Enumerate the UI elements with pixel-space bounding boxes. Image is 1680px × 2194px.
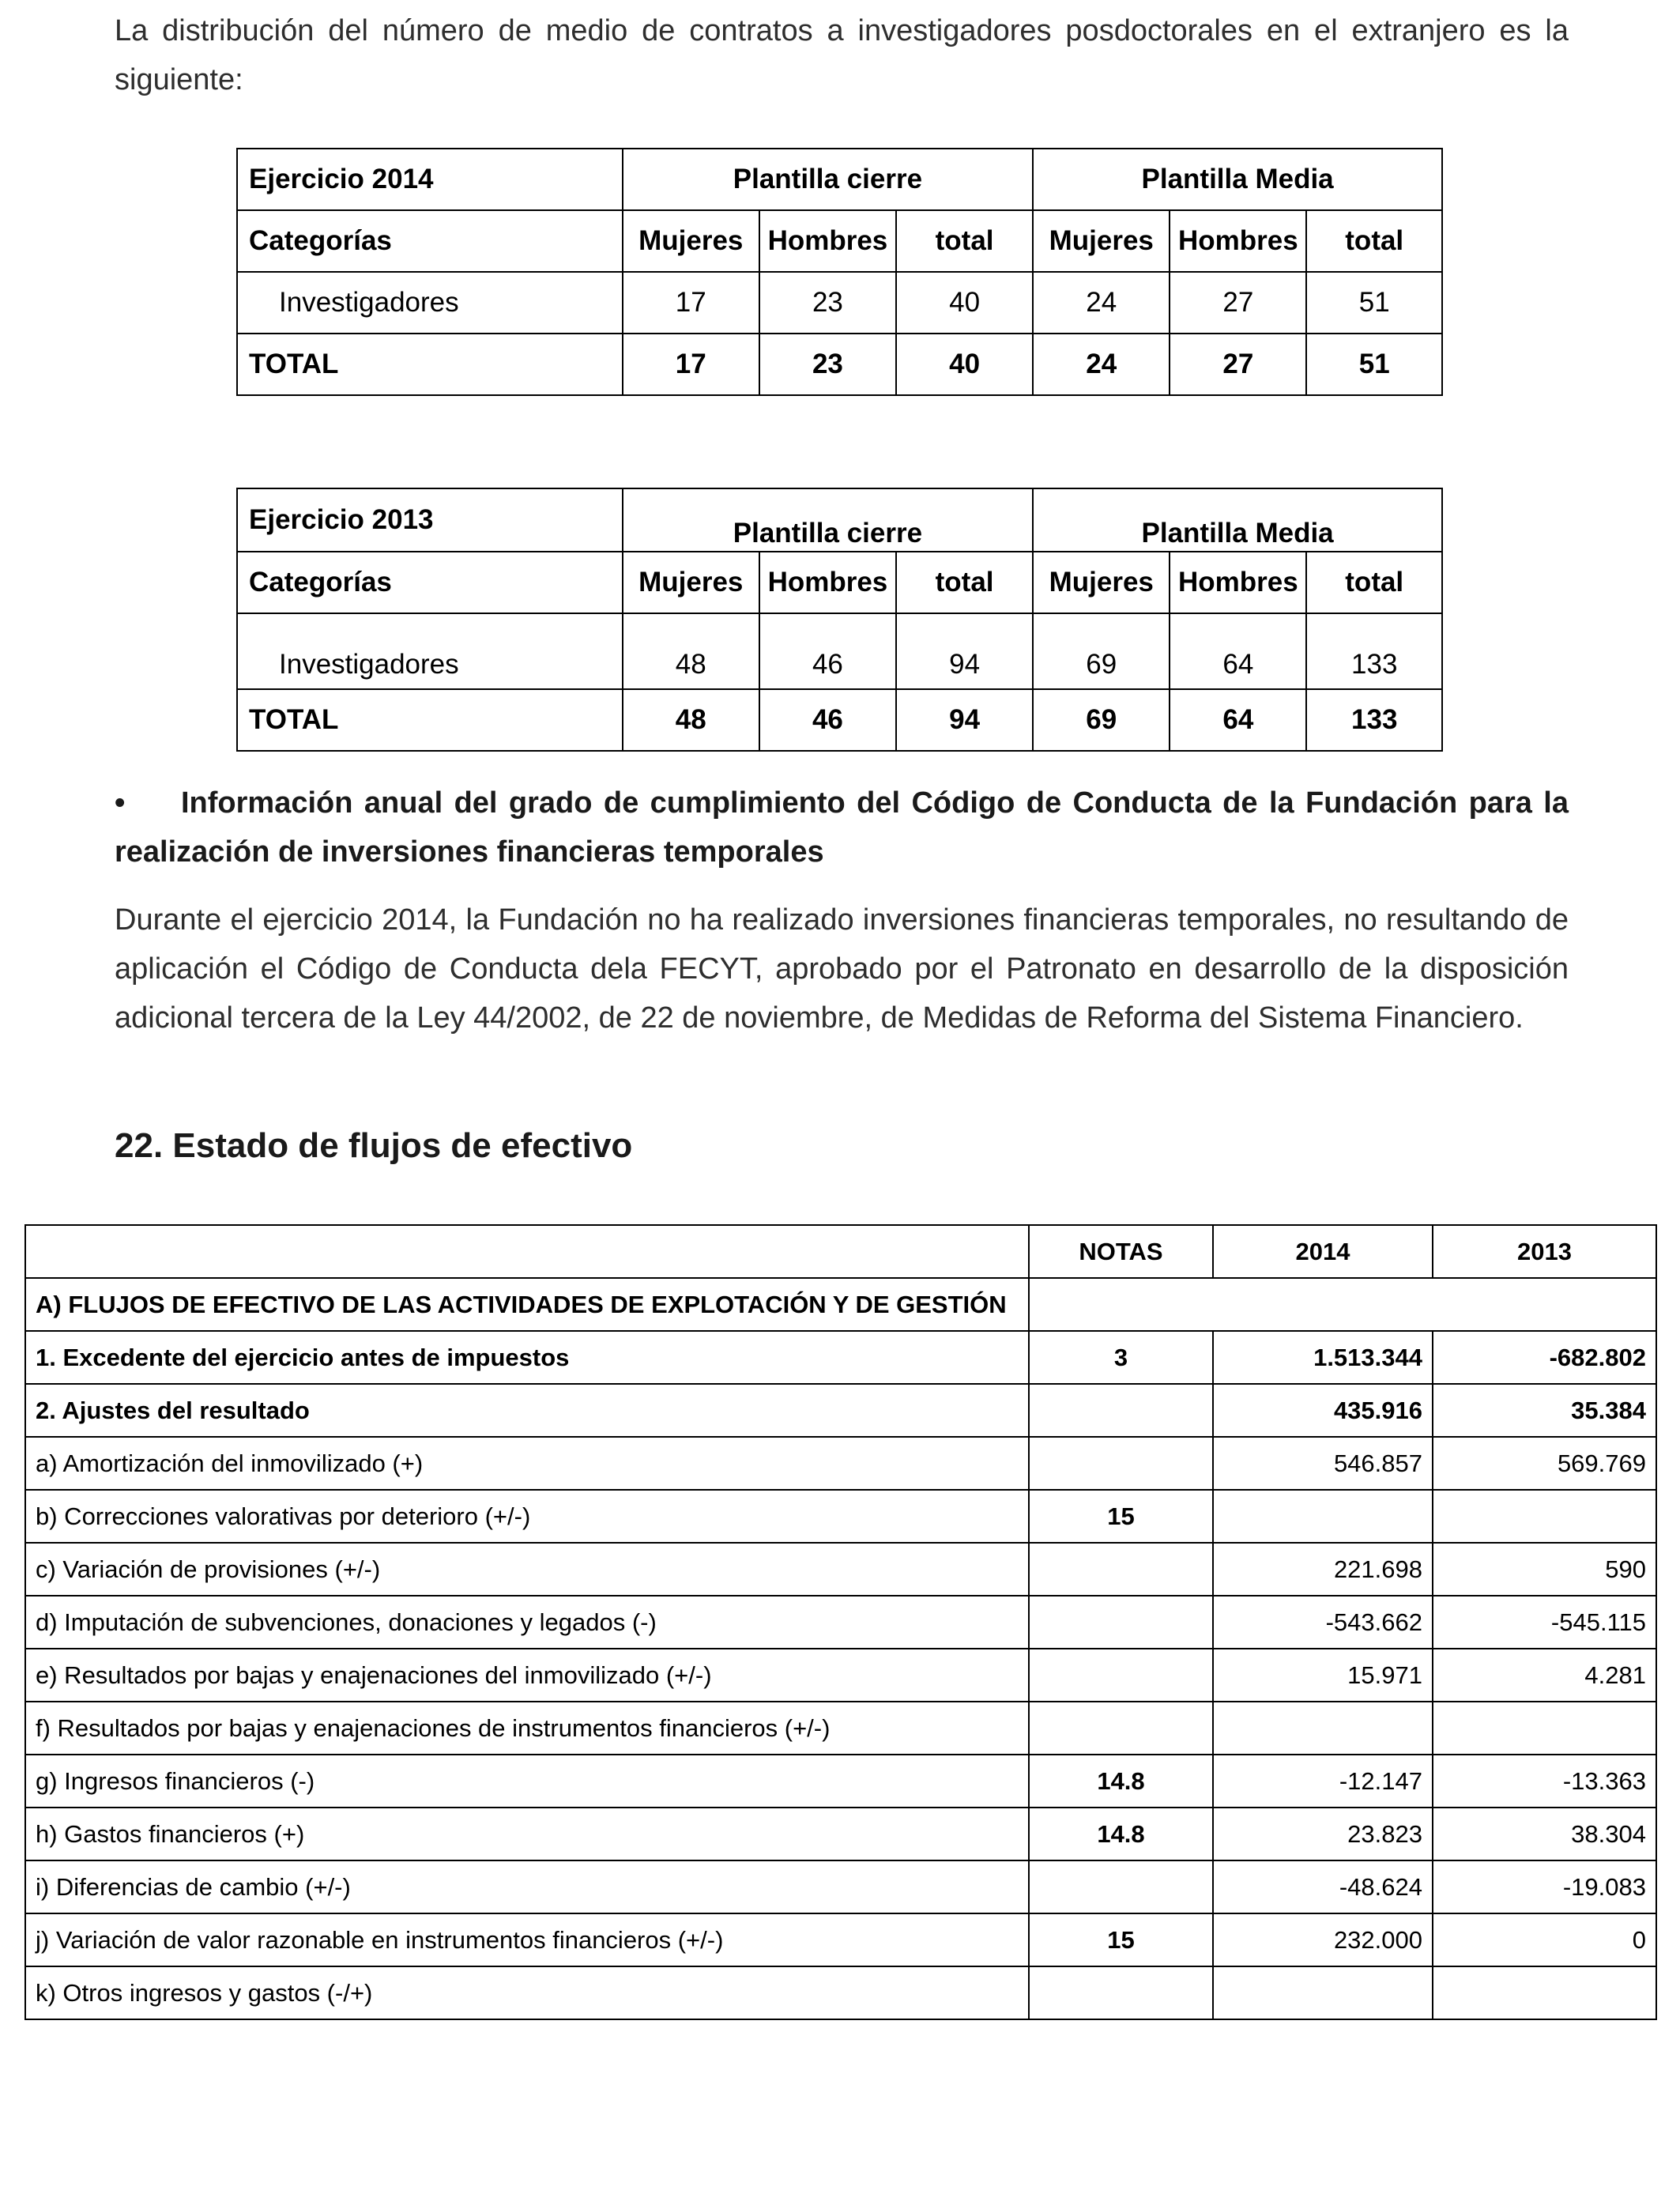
table-cell: 17 [623, 272, 759, 334]
row-value-2014: 232.000 [1213, 1913, 1433, 1966]
column-header-total: total [1306, 210, 1442, 272]
table-cell: 27 [1170, 272, 1306, 334]
table-row [25, 1331, 1656, 1384]
table-row [25, 1913, 1656, 1966]
group-header-media: Plantilla Media [1033, 149, 1442, 210]
table-cell: 133 [1306, 689, 1442, 751]
column-header-total: total [1306, 552, 1442, 613]
table-row [237, 272, 1442, 334]
table-row [237, 613, 1442, 689]
column-header-hombres: Hombres [1170, 552, 1306, 613]
row-value-2013 [1433, 1490, 1656, 1543]
intro-paragraph: La distribución del número de medio de contratos a investigadores posdoctorales en el extranjero es la siguiente: [115, 14, 1569, 96]
table-cell: 40 [896, 272, 1033, 334]
table-row [25, 1490, 1656, 1543]
row-value-2013: -545.115 [1433, 1596, 1656, 1649]
row-value-2013 [1433, 1702, 1656, 1755]
row-notas [1029, 1596, 1213, 1649]
row-label: j) Variación de valor razonable en instrumentos financieros (+/-) [25, 1913, 1029, 1966]
table-row [25, 1860, 1656, 1913]
column-header-hombres: Hombres [1170, 210, 1306, 272]
table-row [237, 210, 1442, 272]
row-label: d) Imputación de subvenciones, donaciones y legados (-) [25, 1596, 1029, 1649]
row-value-2014: -543.662 [1213, 1596, 1433, 1649]
row-notas: 15 [1029, 1490, 1213, 1543]
staff-table-2014 [236, 148, 1443, 396]
table-row [25, 1596, 1656, 1649]
row-value-2013: -13.363 [1433, 1755, 1656, 1808]
table-cell: 23 [759, 334, 896, 395]
header-cell-2014: 2014 [1213, 1225, 1433, 1278]
ejercicio-label: Ejercicio 2013 [237, 488, 623, 552]
row-notas: 3 [1029, 1331, 1213, 1384]
table-row [25, 1437, 1656, 1490]
table-cell: 94 [896, 613, 1033, 689]
bullet-heading-text: Información anual del grado de cumplimiento del Código de Conducta de la Fundación para la realización de inversiones financieras temporales [115, 786, 1569, 869]
row-label: f) Resultados por bajas y enajenaciones de instrumentos financieros (+/-) [25, 1702, 1029, 1755]
table-cell: 51 [1306, 334, 1442, 395]
row-value-2013: 35.384 [1433, 1384, 1656, 1437]
column-header-mujeres: Mujeres [1033, 552, 1170, 613]
table-cell: 48 [623, 613, 759, 689]
table-cell: 64 [1170, 689, 1306, 751]
row-label: i) Diferencias de cambio (+/-) [25, 1860, 1029, 1913]
row-value-2014: 435.916 [1213, 1384, 1433, 1437]
table-cell: 48 [623, 689, 759, 751]
row-value-2014: 546.857 [1213, 1437, 1433, 1490]
row-label: 2. Ajustes del resultado [25, 1384, 1029, 1437]
group-header-media: Plantilla Media [1033, 488, 1442, 552]
column-header-hombres: Hombres [759, 552, 896, 613]
group-header-cierre: Plantilla cierre [623, 488, 1033, 552]
header-cell-notas: NOTAS [1029, 1225, 1213, 1278]
row-value-2014: -12.147 [1213, 1755, 1433, 1808]
row-value-2014: 221.698 [1213, 1543, 1433, 1596]
table-cell: 23 [759, 272, 896, 334]
total-row [237, 334, 1442, 395]
row-label: b) Correcciones valorativas por deterioro (+/-) [25, 1490, 1029, 1543]
cashflow-body [25, 1331, 1656, 2019]
row-value-2014: 15.971 [1213, 1649, 1433, 1702]
section-title: 22. Estado de flujos de efectivo [115, 1126, 633, 1165]
bullet-heading [115, 778, 1569, 876]
column-header-mujeres: Mujeres [623, 210, 759, 272]
row-value-2013: 590 [1433, 1543, 1656, 1596]
table-row [25, 1966, 1656, 2019]
total-label: TOTAL [237, 334, 623, 395]
category-label: Investigadores [237, 272, 623, 334]
table-cell: 64 [1170, 613, 1306, 689]
row-label: e) Resultados por bajas y enajenaciones del inmovilizado (+/-) [25, 1649, 1029, 1702]
body-paragraph: Durante el ejercicio 2014, la Fundación no ha realizado inversiones financieras temporales, no resultando de aplicación el Código de Conducta dela FECYT, aprobado por el Patronato en desarrollo de la disposición adicional tercera de la Ley 44/2002, de 22 de noviembre, de Medidas de Reforma del Sistema Financiero. [115, 903, 1569, 1035]
table-row [237, 552, 1442, 613]
row-value-2014: 1.513.344 [1213, 1331, 1433, 1384]
bullet-icon: • [115, 786, 126, 820]
table-cell: 24 [1033, 334, 1170, 395]
row-notas: 15 [1029, 1913, 1213, 1966]
table-cell: 69 [1033, 613, 1170, 689]
table-cell: 94 [896, 689, 1033, 751]
column-header-total: total [896, 210, 1033, 272]
row-label: 1. Excedente del ejercicio antes de impuestos [25, 1331, 1029, 1384]
section-row [25, 1278, 1656, 1331]
staff-table-2013 [236, 488, 1443, 752]
table-cell: 69 [1033, 689, 1170, 751]
cashflow-header-row [25, 1225, 1656, 1278]
table-cell: 17 [623, 334, 759, 395]
row-notas: 14.8 [1029, 1808, 1213, 1860]
row-notas [1029, 1437, 1213, 1490]
column-header-hombres: Hombres [759, 210, 896, 272]
row-notas [1029, 1543, 1213, 1596]
row-notas: 14.8 [1029, 1755, 1213, 1808]
section-label: A) FLUJOS DE EFECTIVO DE LAS ACTIVIDADES DE EXPLOTACIÓN Y DE GESTIÓN [25, 1278, 1029, 1331]
total-row [237, 689, 1442, 751]
cashflow-table [24, 1224, 1657, 2020]
header-cell-label [25, 1225, 1029, 1278]
table-cell: 133 [1306, 613, 1442, 689]
table-row [237, 488, 1442, 552]
table-row [25, 1808, 1656, 1860]
row-notas [1029, 1384, 1213, 1437]
row-value-2013: 569.769 [1433, 1437, 1656, 1490]
table-row [237, 149, 1442, 210]
row-value-2014: 23.823 [1213, 1808, 1433, 1860]
table-row [25, 1543, 1656, 1596]
row-value-2013: 0 [1433, 1913, 1656, 1966]
ejercicio-label: Ejercicio 2014 [237, 149, 623, 210]
row-label: h) Gastos financieros (+) [25, 1808, 1029, 1860]
table-cell: 24 [1033, 272, 1170, 334]
categorias-header: Categorías [237, 210, 623, 272]
categorias-header: Categorías [237, 552, 623, 613]
total-label: TOTAL [237, 689, 623, 751]
row-value-2014 [1213, 1490, 1433, 1543]
category-label: Investigadores [237, 613, 623, 689]
table-cell: 27 [1170, 334, 1306, 395]
row-label: k) Otros ingresos y gastos (-/+) [25, 1966, 1029, 2019]
row-notas [1029, 1702, 1213, 1755]
group-header-cierre: Plantilla cierre [623, 149, 1033, 210]
row-value-2014: -48.624 [1213, 1860, 1433, 1913]
row-notas [1029, 1966, 1213, 2019]
row-notas [1029, 1860, 1213, 1913]
table-row [25, 1702, 1656, 1755]
table-cell: 40 [896, 334, 1033, 395]
table-cell: 46 [759, 689, 896, 751]
table-row [25, 1384, 1656, 1437]
section-empty-cell [1029, 1278, 1656, 1331]
table-row [25, 1755, 1656, 1808]
table-cell: 51 [1306, 272, 1442, 334]
table-row [25, 1649, 1656, 1702]
row-value-2013: -682.802 [1433, 1331, 1656, 1384]
column-header-mujeres: Mujeres [623, 552, 759, 613]
row-label: a) Amortización del inmovilizado (+) [25, 1437, 1029, 1490]
row-value-2014 [1213, 1702, 1433, 1755]
table-cell: 46 [759, 613, 896, 689]
row-value-2013: 38.304 [1433, 1808, 1656, 1860]
row-value-2013 [1433, 1966, 1656, 2019]
row-label: c) Variación de provisiones (+/-) [25, 1543, 1029, 1596]
row-value-2013: -19.083 [1433, 1860, 1656, 1913]
row-label: g) Ingresos financieros (-) [25, 1755, 1029, 1808]
row-value-2014 [1213, 1966, 1433, 2019]
column-header-total: total [896, 552, 1033, 613]
header-cell-2013: 2013 [1433, 1225, 1656, 1278]
row-value-2013: 4.281 [1433, 1649, 1656, 1702]
row-notas [1029, 1649, 1213, 1702]
column-header-mujeres: Mujeres [1033, 210, 1170, 272]
